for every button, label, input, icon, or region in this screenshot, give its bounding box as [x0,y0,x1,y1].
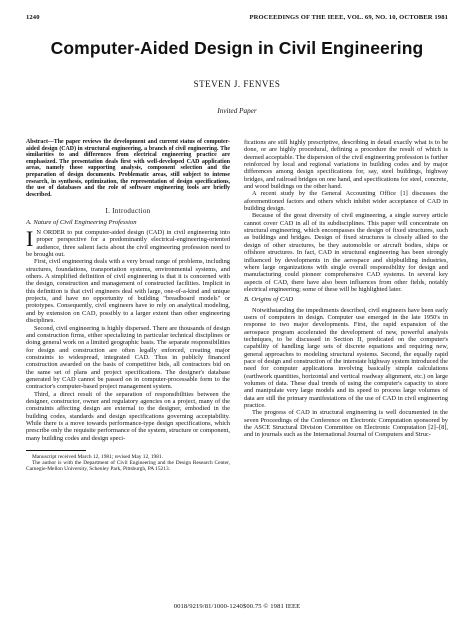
body-paragraph: fications are still highly prescriptive, describing in detail exactly what is to be done, or are highly procedural, defining a procedure the result of which is deemed acceptable. The dispersion of the civil engineering profession is further reinforced by local and regional variations in building codes and by major differences among design specifications for, say, steel buildings, highway bridges, and railroad bridges on one hand, and specifications for steel, concrete, and wood buildings on the other hand. [244,139,448,191]
footnote-received: Manuscript received March 12, 1981; revised May 12, 1981. [32,454,163,460]
section-heading: I. Introduction [105,207,151,216]
journal-citation: PROCEEDINGS OF THE IEEE, VOL. 69, NO. 10, OCTOBER 1981 [249,14,448,21]
body-paragraph: Second, civil engineering is highly dispersed. There are thousands of design and construction firms, either specializing in particular technical disciplines or doing general work on a limited geographic basis. The separate responsibilities for design and construction are often legally enforced, creating major constraints to widespread, integrated CAD. Thus in publicly financed construction awarded on the basis of competitive bids, all contractors bid on the same set of plans and project specifications. The designer's database generated by CAD cannot be passed on in computer-processable form to the contractor's computer-based project management system. [26,324,230,391]
author-name: STEVEN J. FENVES [193,79,281,89]
subsection-heading-a: A. Nature of Civil Engineering Profession [26,218,137,226]
body-paragraph: Because of the great diversity of civil engineering, a single survey article cannot cover CAD in all of its subdisciplines. This paper will concentrate on structural engineering, which encompasses the design of fixed structures, such as buildings and bridges. Design of fixed structures is closely allied to the design of other structures, be they automobile or aircraft bodies, ships or offshore structures. In fact, CAD in structural engineering has been strongly influenced by developments in the aerospace and shipbuilding industries, where large organizations with single overall responsibility for design and manufacturing could pioneer comprehensive CAD systems. In several key aspects of CAD, there have also been influences from other fields, notably electrical engineering; some of these will be highlighted later. [244,212,448,293]
body-paragraph: First, civil engineering deals with a very broad range of problems, including structures, foundations, transportation systems, environmental systems, and others. A simplified definition of civil engineering is that it is concerned with the design, construction and management of constructed facilities. Implicit in this definition is that civil engineers deal with large, one-of-a-kind and unique projects, and have no opportunity of building "breadboard models" or prototypes. Consequently, civil engineers have to rely on analytical modeling, and by extension on CAD, possibly to a larger extent than other engineering disciplines. [26,258,230,325]
copyright-footer: 0018/9219/81/1000-1240$00.75 © 1981 IEEE [173,603,301,610]
paper-type: Invited Paper [217,107,257,115]
body-paragraph: A recent study by the General Accounting Office [1] discusses the aforementioned factors and others which inhibit wider acceptance of CAD in building design. [244,190,448,213]
intro-paragraph [26,226,230,259]
body-paragraph: The progress of CAD in structural engineering is well documented in the seven Proceedings of the Conference on Electronic Computation sponsored by the ASCE Structural Division Committee on Electronic Computation [2]–[8], and in journals such as the International Journal of Computers and Struc- [244,409,448,439]
body-paragraph: Notwithstanding the impediments described, civil engineers have been early users of computers in design. Computer use emerged in the late 1950's in response to two major developments. First, the rapid expansion of the aerospace program accelerated the development of new, powerful analysis techniques, to be discussed in Section II, predicated on the computer's capability of handling large sets of discrete equations and requiring new, general approaches to modeling structural systems. Second, the equally rapid pace of design and construction of the interstate highway system introduced the need for computer applications involving basically simple calculations (earthwork quantities, horizontal and vertical roadway alignment, etc.) on large volumes of data. These dual trends of using the computer's capacity to store and manipulate very large models and its speed to process large volumes of data are still the primary manifestations of the use of CAD in civil engineering practice. [244,306,448,410]
subsection-heading-b: B. Origins of CAD [244,296,294,304]
footnote-rule [26,450,86,451]
body-paragraph: Third, a direct result of the separation of responsibilities between the designer, constructor, owner and regulatory agencies on a project, many of the constraints affecting design are external to the designer, embodied in the building codes, standards and design specifications governing acceptability. While there is a move towards performance-type design specifications, which prescribe only the requisite performance of the system, structure or component, many building codes and design speci- [26,390,230,442]
left-column [26,139,230,472]
paper-title: Computer-Aided Design in Civil Engineering [50,38,424,58]
page-number: 1240 [26,14,40,21]
abstract: Abstract—The paper reviews the development and current status of computer-aided design (CAD) in structural engineering, a branch of civil engineering. The similarities to and differences from electrical engineering practice are emphasized. The presentation deals first with well-developed CAD application areas, namely those supporting analysis, component selection and the preparation of design documents. Problematic areas, still subject to intense research, in synthesis, optimization, the representation of design specifications, the use of databases and the role of software engineering tools are briefly described. [26,139,230,198]
footnote-affiliation: The author is with the Department of Civil Engineering and the Design Research Center, Carnegie-Mellon University, Schenley Park, Pittsburgh, PA 15213. [26,460,230,473]
intro-paragraph-text: N ORDER to put computer-aided design (CAD) in civil engineering into proper perspective for a predominantly electrical-engineering-oriented audience, three salient facts about the civil engineering profession need to be brought out. [26,229,230,259]
drop-cap: I [26,226,34,252]
right-column [244,139,448,439]
